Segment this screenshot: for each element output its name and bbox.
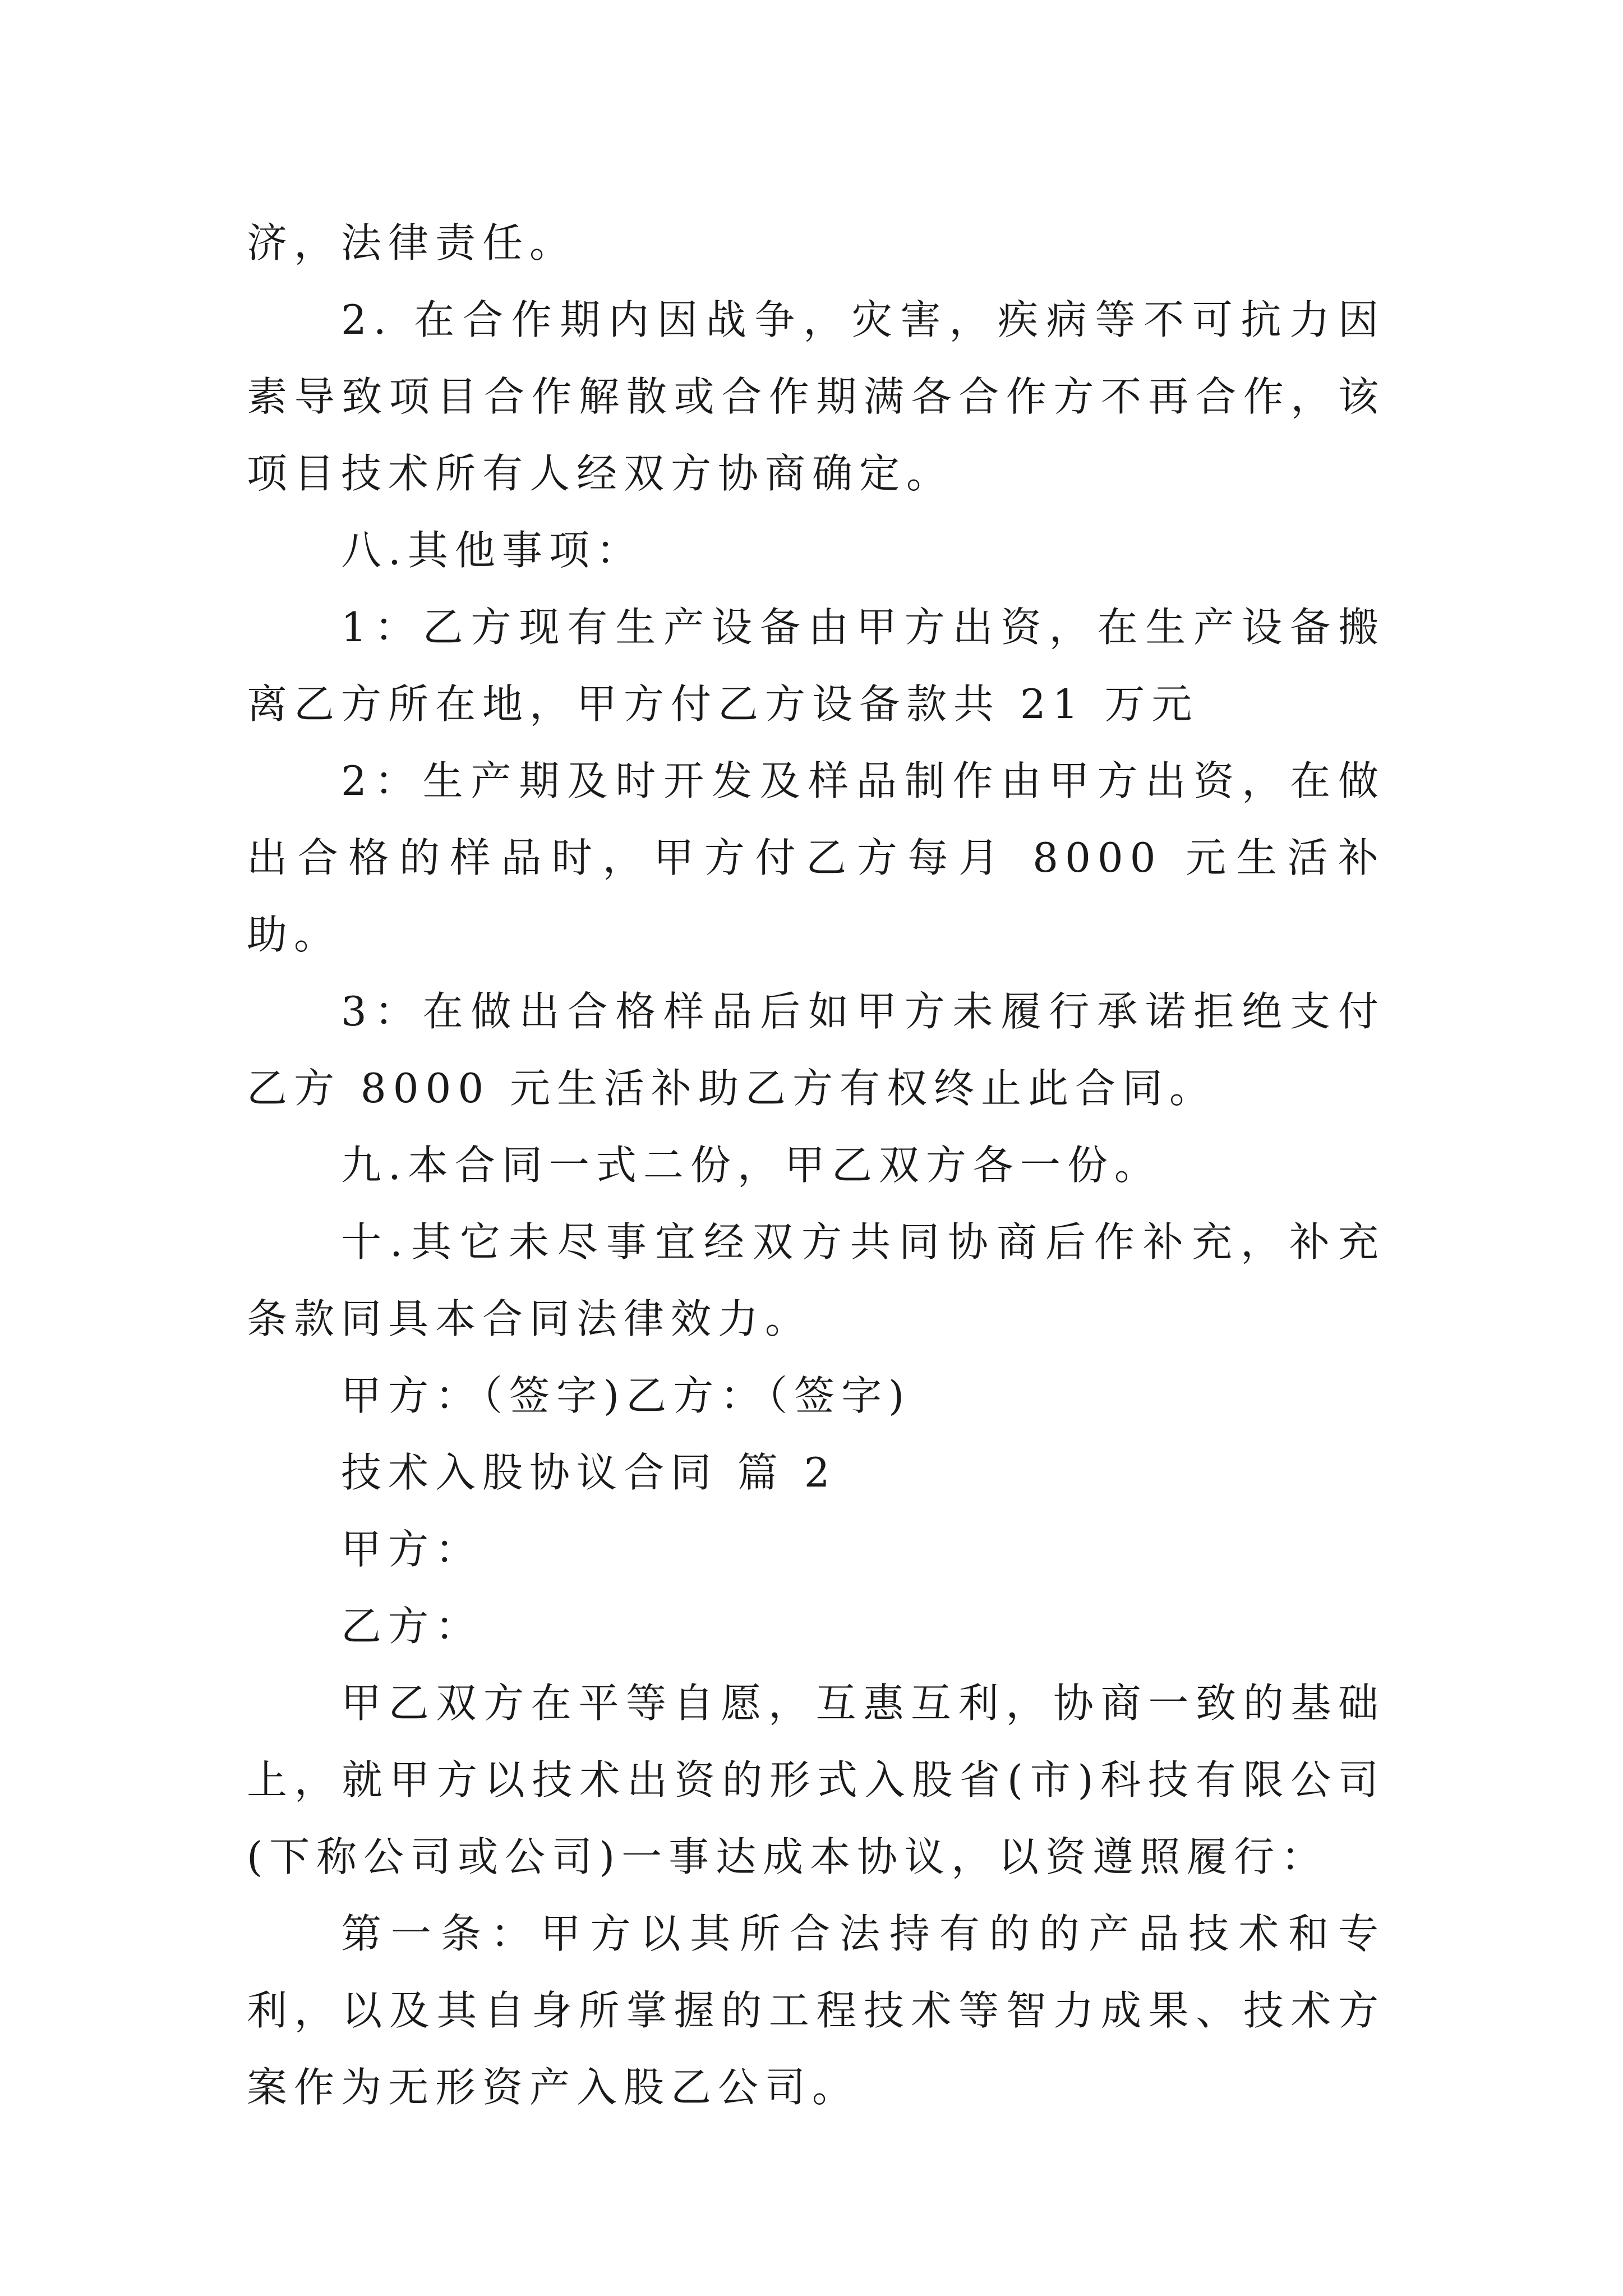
paragraph-6: 3：在做出合格样品后如甲方未履行承诺拒绝支付乙方 8000 元生活补助乙方有权终止此合同。 bbox=[247, 988, 1385, 1112]
paragraph-5: 2：生产期及时开发及样品制作由甲方出资，在做出合格的样品时，甲方付乙方每月 8000 元生活补助。 bbox=[247, 757, 1385, 958]
party-a-line: 甲方： bbox=[341, 1526, 483, 1573]
paragraph-14: 第一条：甲方以其所合法持有的的产品技术和专利，以及其自身所掌握的工程技术等智力成果、技术方案作为无形资产入股乙公司。 bbox=[247, 1910, 1385, 2111]
section-heading: 技术入股协议合同 篇 2 bbox=[341, 1449, 837, 1496]
paragraph-4: 1：乙方现有生产设备由甲方出资，在生产设备搬离乙方所在地，甲方付乙方设备款共 21 万元 bbox=[247, 604, 1385, 728]
paragraph-13: 甲乙双方在平等自愿，互惠互利，协商一致的基础上，就甲方以技术出资的形式入股省(市)科技有限公司(下称公司或公司)一事达成本协议，以资遵照履行： bbox=[247, 1680, 1385, 1880]
paragraph-7: 九.本合同一式二份，甲乙双方各一份。 bbox=[341, 1142, 1161, 1189]
paragraph-8: 十.其它未尽事宜经双方共同协商后作补充，补充条款同具本合同法律效力。 bbox=[247, 1218, 1385, 1342]
signature-line: 甲方：（签字)乙方：（签字) bbox=[341, 1372, 911, 1419]
party-b-line: 乙方： bbox=[341, 1603, 483, 1650]
document-body bbox=[247, 205, 1385, 2126]
paragraph-2: 2. 在合作期内因战争，灾害，疾病等不可抗力因素导致项目合作解散或合作期满各合作方不再合作，该项目技术所有人经双方协商确定。 bbox=[247, 296, 1385, 497]
paragraph-1: 济，法律责任。 bbox=[247, 219, 577, 266]
paragraph-3: 八.其他事项： bbox=[341, 527, 643, 574]
